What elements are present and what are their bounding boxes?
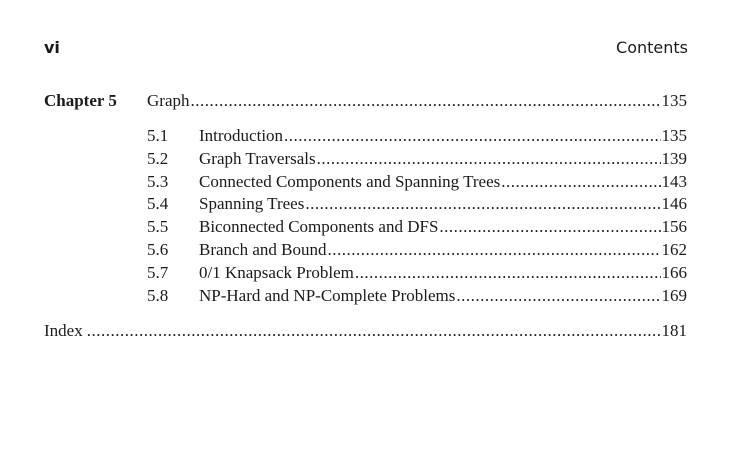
index-entry[interactable] [44,320,687,342]
entry-title: Branch and Bound [199,240,327,259]
section-number: 5.3 [147,172,169,191]
section-number: 5.6 [147,240,169,259]
running-head [44,38,688,60]
toc-entry[interactable] [199,216,687,238]
dot-leader [87,320,661,342]
dot-leader [190,90,660,112]
section-number: 5.2 [147,149,169,168]
section-number: 5.8 [147,286,169,305]
page-number: vi [44,38,60,57]
index-title: Index [44,321,83,340]
index-page: 181 [661,321,687,340]
entry-page: 135 [661,126,687,145]
dot-leader [305,193,660,215]
toc-entry[interactable] [199,193,687,215]
entry-page: 156 [661,217,687,236]
entry-page: 143 [661,172,687,191]
entry-title: 0/1 Knapsack Problem [199,263,354,282]
chapter-page: 135 [661,91,687,110]
dot-leader [317,148,661,170]
chapter-entry[interactable] [147,90,687,112]
section-number: 5.7 [147,263,169,282]
dot-leader [284,125,660,147]
toc-entry[interactable] [199,125,687,147]
chapter-title: Graph [147,91,190,110]
entry-page: 139 [661,149,687,168]
entry-title: Introduction [199,126,284,145]
entry-page: 169 [661,286,687,305]
dot-leader [355,262,661,284]
dot-leader [456,285,660,307]
entry-title: Spanning Trees [199,194,305,213]
entry-page: 166 [661,263,687,282]
dot-leader [439,216,660,238]
section-number: 5.4 [147,194,169,213]
chapter-label: Chapter 5 [44,91,117,110]
toc-entry[interactable] [199,239,687,261]
toc-entry[interactable] [199,148,687,170]
toc-entry[interactable] [199,262,687,284]
dot-leader [501,171,660,193]
entry-title: NP-Hard and NP-Complete Problems [199,286,456,305]
entry-page: 146 [661,194,687,213]
toc-entry[interactable] [199,285,687,307]
section-number: 5.5 [147,217,169,236]
entry-title: Graph Traversals [199,149,316,168]
entry-title: Biconnected Components and DFS [199,217,439,236]
running-title: Contents [616,38,688,57]
toc-entry[interactable] [199,171,687,193]
entry-title: Connected Components and Spanning Trees [199,172,501,191]
section-number: 5.1 [147,126,169,145]
entry-page: 162 [661,240,687,259]
dot-leader [327,239,660,261]
